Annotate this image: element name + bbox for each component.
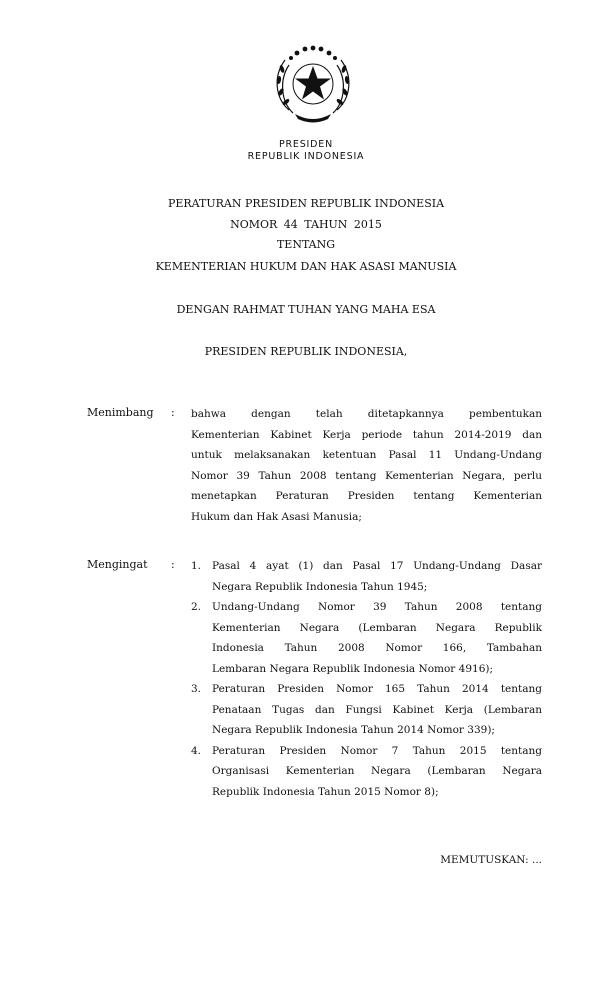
mengingat-colon: : bbox=[171, 558, 175, 571]
menimbang-line: untuk melaksanakan ketentuan Pasal 11 Undang-Undang bbox=[191, 449, 542, 461]
menimbang-line: Kementerian Kabinet Kerja periode tahun 2014-2019 dan bbox=[191, 428, 542, 441]
preamble-invocation: DENGAN RAHMAT TUHAN YANG MAHA ESA bbox=[176, 303, 436, 316]
menimbang-line: Nomor 39 Tahun 2008 tentang Kementerian Negara, perlu bbox=[191, 469, 542, 482]
item-line: Republik Indonesia Tahun 2015 Nomor 8); bbox=[212, 785, 439, 798]
garuda-star-emblem-icon bbox=[271, 40, 355, 126]
menimbang-paragraph bbox=[191, 404, 542, 527]
item-line: Pasal 4 ayat (1) dan Pasal 17 Undang-Undang Dasar bbox=[212, 560, 542, 572]
mengingat-list bbox=[191, 556, 542, 802]
menimbang-label: Menimbang bbox=[87, 406, 154, 419]
menimbang-line: Hukum dan Hak Asasi Manusia; bbox=[191, 510, 362, 523]
item-number: 1. bbox=[191, 560, 202, 572]
office-title: PRESIDEN bbox=[279, 139, 333, 150]
item-number: 2. bbox=[191, 601, 202, 613]
regulation-about: TENTANG bbox=[276, 238, 336, 251]
item-line: Peraturan Presiden Nomor 165 Tahun 2014 tentang bbox=[212, 683, 542, 695]
menimbang-colon: : bbox=[171, 406, 175, 419]
item-number: 3. bbox=[191, 683, 202, 695]
regulation-title: PERATURAN PRESIDEN REPUBLIK INDONESIA bbox=[167, 197, 445, 210]
item-number: 4. bbox=[191, 744, 202, 757]
item-line: Kementerian Negara (Lembaran Negara Republik bbox=[212, 621, 542, 634]
mengingat-label: Mengingat bbox=[87, 558, 148, 571]
item-line: Undang-Undang Nomor 39 Tahun 2008 tentang bbox=[212, 601, 542, 613]
list-item bbox=[191, 597, 542, 679]
preamble-issuer: PRESIDEN REPUBLIK INDONESIA, bbox=[204, 345, 408, 358]
office-subtitle: REPUBLIK INDONESIA bbox=[247, 151, 365, 162]
item-line: Indonesia Tahun 2008 Nomor 166, Tambahan bbox=[212, 642, 542, 654]
continuation-marker: MEMUTUSKAN: ... bbox=[440, 854, 542, 866]
menimbang-line: bahwa dengan telah ditetapkannya pembentukan bbox=[191, 408, 542, 420]
list-item bbox=[191, 556, 542, 597]
item-line: Negara Republik Indonesia Tahun 1945; bbox=[212, 580, 428, 593]
item-line: Penataan Tugas dan Fungsi Kabinet Kerja (Lembaran bbox=[212, 703, 542, 716]
regulation-subject: KEMENTERIAN HUKUM DAN HAK ASASI MANUSIA bbox=[155, 260, 457, 273]
item-line: Lembaran Negara Republik Indonesia Nomor 4916); bbox=[212, 662, 494, 675]
list-item bbox=[191, 741, 542, 803]
item-line: Negara Republik Indonesia Tahun 2014 Nomor 339); bbox=[212, 724, 495, 736]
item-line: Organisasi Kementerian Negara (Lembaran Negara bbox=[212, 765, 542, 777]
item-line: Peraturan Presiden Nomor 7 Tahun 2015 tentang bbox=[212, 744, 542, 757]
list-item bbox=[191, 679, 542, 741]
regulation-number: NOMOR 44 TAHUN 2015 bbox=[230, 218, 382, 231]
menimbang-line: menetapkan Peraturan Presiden tentang Kementerian bbox=[191, 490, 542, 502]
